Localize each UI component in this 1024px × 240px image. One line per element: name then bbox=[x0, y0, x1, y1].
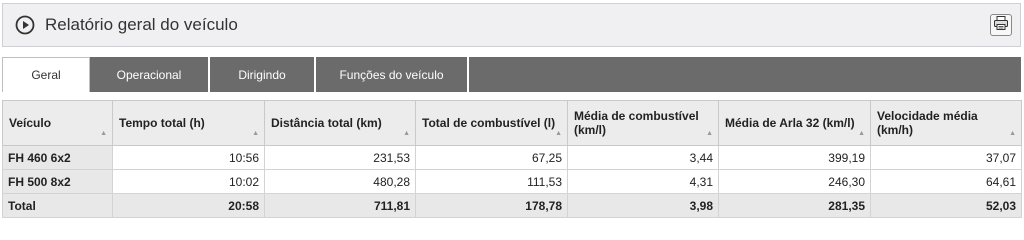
printer-icon bbox=[993, 15, 1009, 36]
column-label: Veículo bbox=[9, 116, 52, 130]
total-cell: 20:58 bbox=[113, 194, 265, 218]
table-cell: 10:02 bbox=[113, 170, 265, 194]
column-label: Média de combustível (km/l) bbox=[574, 109, 699, 137]
table-cell: 37,07 bbox=[871, 146, 1022, 170]
column-label: Velocidade média (km/h) bbox=[877, 109, 978, 137]
sort-arrow-icon[interactable]: ▲ bbox=[1009, 130, 1016, 137]
total-cell: 178,78 bbox=[416, 194, 568, 218]
table-cell: 399,19 bbox=[719, 146, 871, 170]
total-row bbox=[3, 194, 1022, 218]
total-cell: 281,35 bbox=[719, 194, 871, 218]
tab-funcoes-do-veiculo[interactable]: Funções do veículo bbox=[316, 57, 469, 92]
column-label: Total de combustível (l) bbox=[422, 116, 556, 130]
table-cell: 67,25 bbox=[416, 146, 568, 170]
total-label: Total bbox=[3, 194, 113, 218]
sort-arrow-icon[interactable]: ▲ bbox=[252, 130, 259, 137]
table-cell: 246,30 bbox=[719, 170, 871, 194]
vehicle-report-table bbox=[2, 100, 1022, 218]
column-label: Média de Arla 32 (km/l) bbox=[725, 116, 855, 130]
column-label: Distância total (km) bbox=[271, 116, 382, 130]
table-cell: 111,53 bbox=[416, 170, 568, 194]
column-header-velocidade-media[interactable] bbox=[871, 101, 1022, 146]
tab-dirigindo[interactable]: Dirigindo bbox=[210, 57, 316, 92]
column-header-distancia-total[interactable] bbox=[265, 101, 416, 146]
page-header bbox=[2, 3, 1021, 47]
page-title: Relatório geral do veículo bbox=[45, 15, 238, 34]
column-header-media-arla[interactable] bbox=[719, 101, 871, 146]
sort-arrow-icon[interactable]: ▲ bbox=[555, 130, 562, 137]
table-row[interactable] bbox=[3, 170, 1022, 194]
play-circle-icon[interactable] bbox=[15, 15, 35, 35]
table-cell: 64,61 bbox=[871, 170, 1022, 194]
table-cell: 3,44 bbox=[568, 146, 719, 170]
print-button[interactable] bbox=[990, 14, 1012, 36]
column-header-total-combustivel[interactable] bbox=[416, 101, 568, 146]
table-row[interactable] bbox=[3, 146, 1022, 170]
sort-arrow-icon[interactable]: ▲ bbox=[403, 130, 410, 137]
sort-arrow-icon[interactable]: ▲ bbox=[858, 130, 865, 137]
total-cell: 3,98 bbox=[568, 194, 719, 218]
column-label: Tempo total (h) bbox=[119, 116, 205, 130]
total-cell: 52,03 bbox=[871, 194, 1022, 218]
sort-arrow-icon[interactable]: ▲ bbox=[706, 130, 713, 137]
table-cell: 231,53 bbox=[265, 146, 416, 170]
vehicle-cell: FH 500 8x2 bbox=[3, 170, 113, 194]
table-cell: 480,28 bbox=[265, 170, 416, 194]
column-header-media-combustivel[interactable] bbox=[568, 101, 719, 146]
column-header-tempo-total[interactable] bbox=[113, 101, 265, 146]
vehicle-cell: FH 460 6x2 bbox=[3, 146, 113, 170]
sort-arrow-icon[interactable]: ▲ bbox=[100, 130, 107, 137]
tab-bar bbox=[2, 57, 1021, 92]
table-cell: 10:56 bbox=[113, 146, 265, 170]
tab-operacional[interactable]: Operacional bbox=[90, 57, 210, 92]
table-cell: 4,31 bbox=[568, 170, 719, 194]
tab-geral[interactable]: Geral bbox=[2, 57, 90, 92]
column-header-veiculo[interactable] bbox=[3, 101, 113, 146]
total-cell: 711,81 bbox=[265, 194, 416, 218]
